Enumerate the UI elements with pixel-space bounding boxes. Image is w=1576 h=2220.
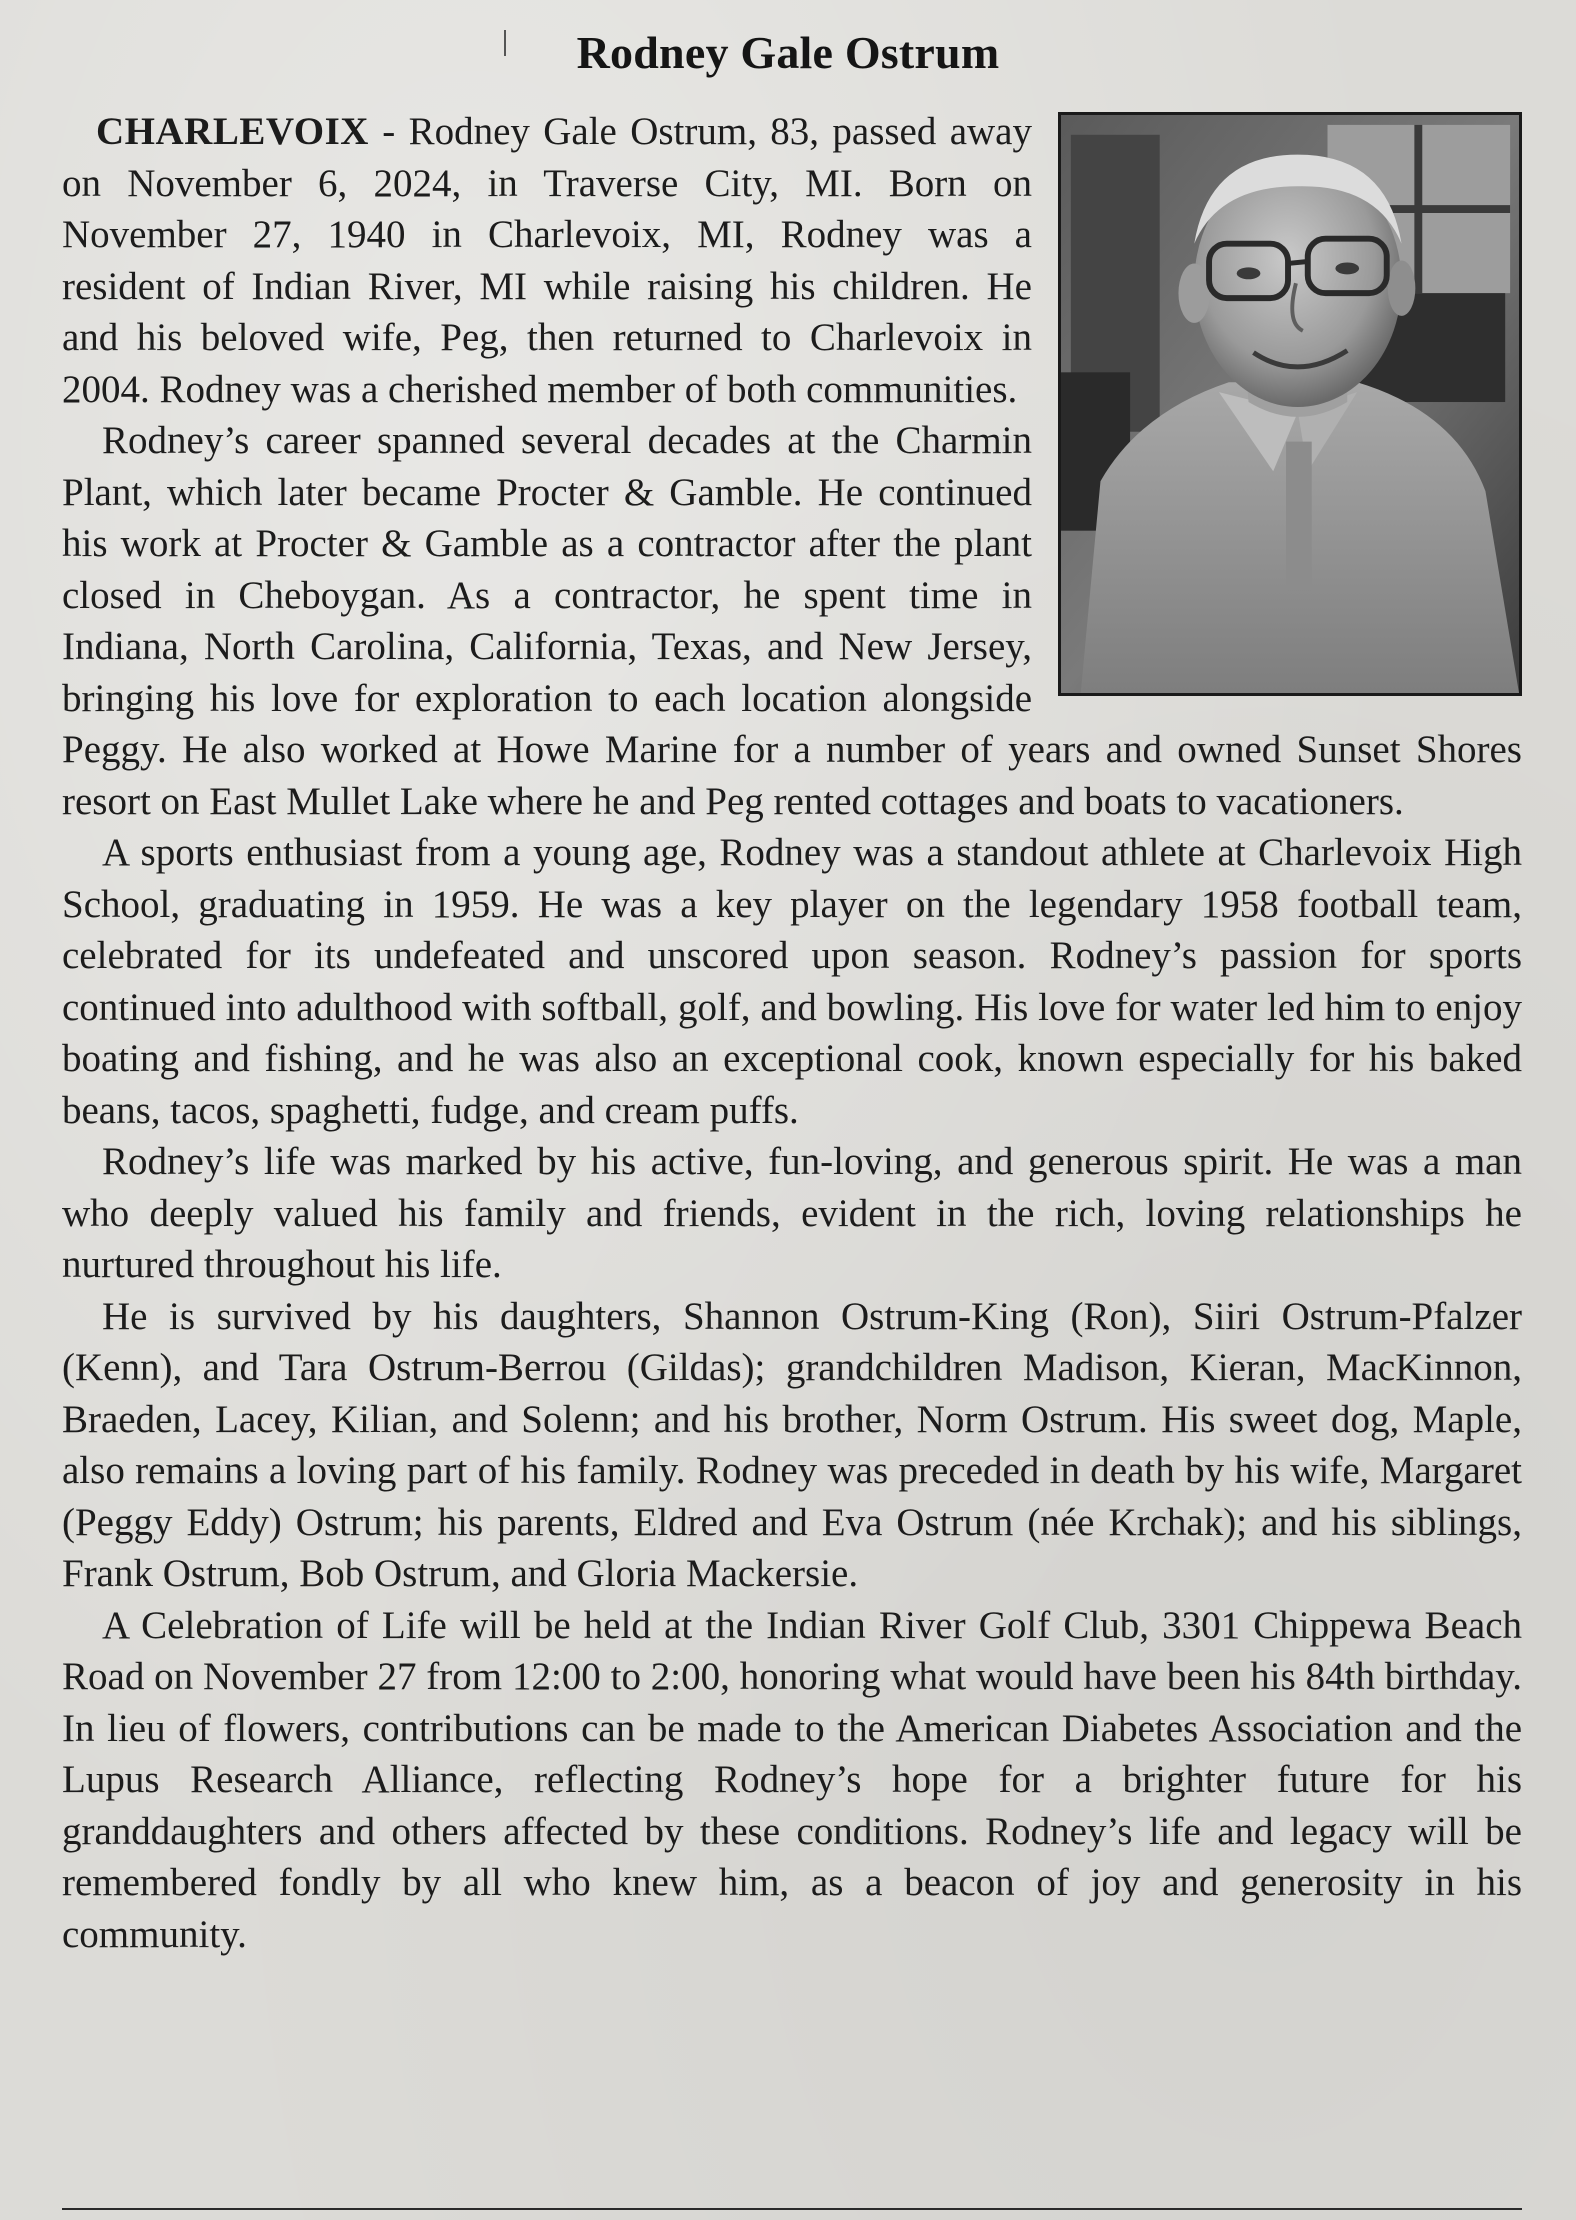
obituary-paragraph-4 <box>62 1136 1522 1291</box>
dateline: CHARLEVOIX <box>96 110 369 153</box>
paragraph-text: Rodney’s career spanned several decades at the Charmin Plant, which later became Procter & Gamble. He continued his work at Procter & Gamble as a contractor after the plant closed in Cheboygan. As a contractor, he spent time in Indiana, North Carolina, California, Texas, and New Jersey, bringing his love for exploration to each location alongside Peggy. He also worked at Howe Marine for a number of years and owned Sunset Shores resort on East Mullet Lake where he and Peg rented cottages and boats to vacationers. <box>62 419 1522 823</box>
paragraph-text: Rodney’s life was marked by his active, fun-loving, and generous spirit. He was a man who deeply valued his family and friends, evident in the rich, loving relationships he nurtured throughout his life. <box>62 1140 1522 1286</box>
paragraph-text: A Celebration of Life will be held at the Indian River Golf Club, 3301 Chippewa Beach Road on November 27 from 12:00 to 2:00, honoring what would have been his 84th birthday. In lieu of flowers, contributions can be made to the American Diabetes Association and the Lupus Research Alliance, reflecting Rodney’s hope for a brighter future for his granddaughters and others affected by these conditions. Rodney’s life and legacy will be remembered fondly by all who knew him, as a beacon of joy and generosity in his community. <box>62 1603 1522 1956</box>
obituary-paragraph-6 <box>62 1600 1522 1961</box>
portrait-photo-icon <box>1058 112 1522 696</box>
obituary-paragraph-1 <box>62 106 1522 415</box>
paragraph-text: A sports enthusiast from a young age, Rodney was a standout athlete at Charlevoix High School, graduating in 1959. He was a key player on the legendary 1958 football team, celebrated for its undefeated and unscored upon season. Rodney’s passion for sports continued into adulthood with softball, golf, and bowling. His love for water led him to enjoy boating and fishing, and he was also an exceptional cook, known especially for his baked beans, tacos, spaghetti, fudge, and cream puffs. <box>62 831 1522 1132</box>
obituary-paragraph-5 <box>62 1291 1522 1600</box>
paragraph-text: - Rodney Gale Ostrum, 83, passed away on November 6, 2024, in Traverse City, MI. Born on November 27, 1940 in Charlevoix, MI, Rodney was a resident of Indian River, MI while raising his children. He and his beloved wife, Peg, then returned to Charlevoix in 2004. Rodney was a cherished member of both communities. <box>62 110 1032 411</box>
obituary-paragraph-3 <box>62 827 1522 1136</box>
paragraph-text: He is survived by his daughters, Shannon Ostrum-King (Ron), Siiri Ostrum-Pfalzer (Kenn), and Tara Ostrum-Berrou (Gildas); grandchildren Madison, Kieran, MacKinnon, Braeden, Lacey, Kilian, and Solenn; and his brother, Norm Ostrum. His sweet dog, Maple, also remains a loving part of his family. Rodney was preceded in death by his wife, Margaret (Peggy Eddy) Ostrum; his parents, Eldred and Eva Ostrum (née Krchak); and his siblings, Frank Ostrum, Bob Ostrum, and Gloria Mackersie. <box>62 1294 1522 1595</box>
obituary-headline: Rodney Gale Ostrum <box>576 27 1000 78</box>
obituary-article <box>62 106 1522 1960</box>
bottom-divider <box>62 2208 1522 2210</box>
